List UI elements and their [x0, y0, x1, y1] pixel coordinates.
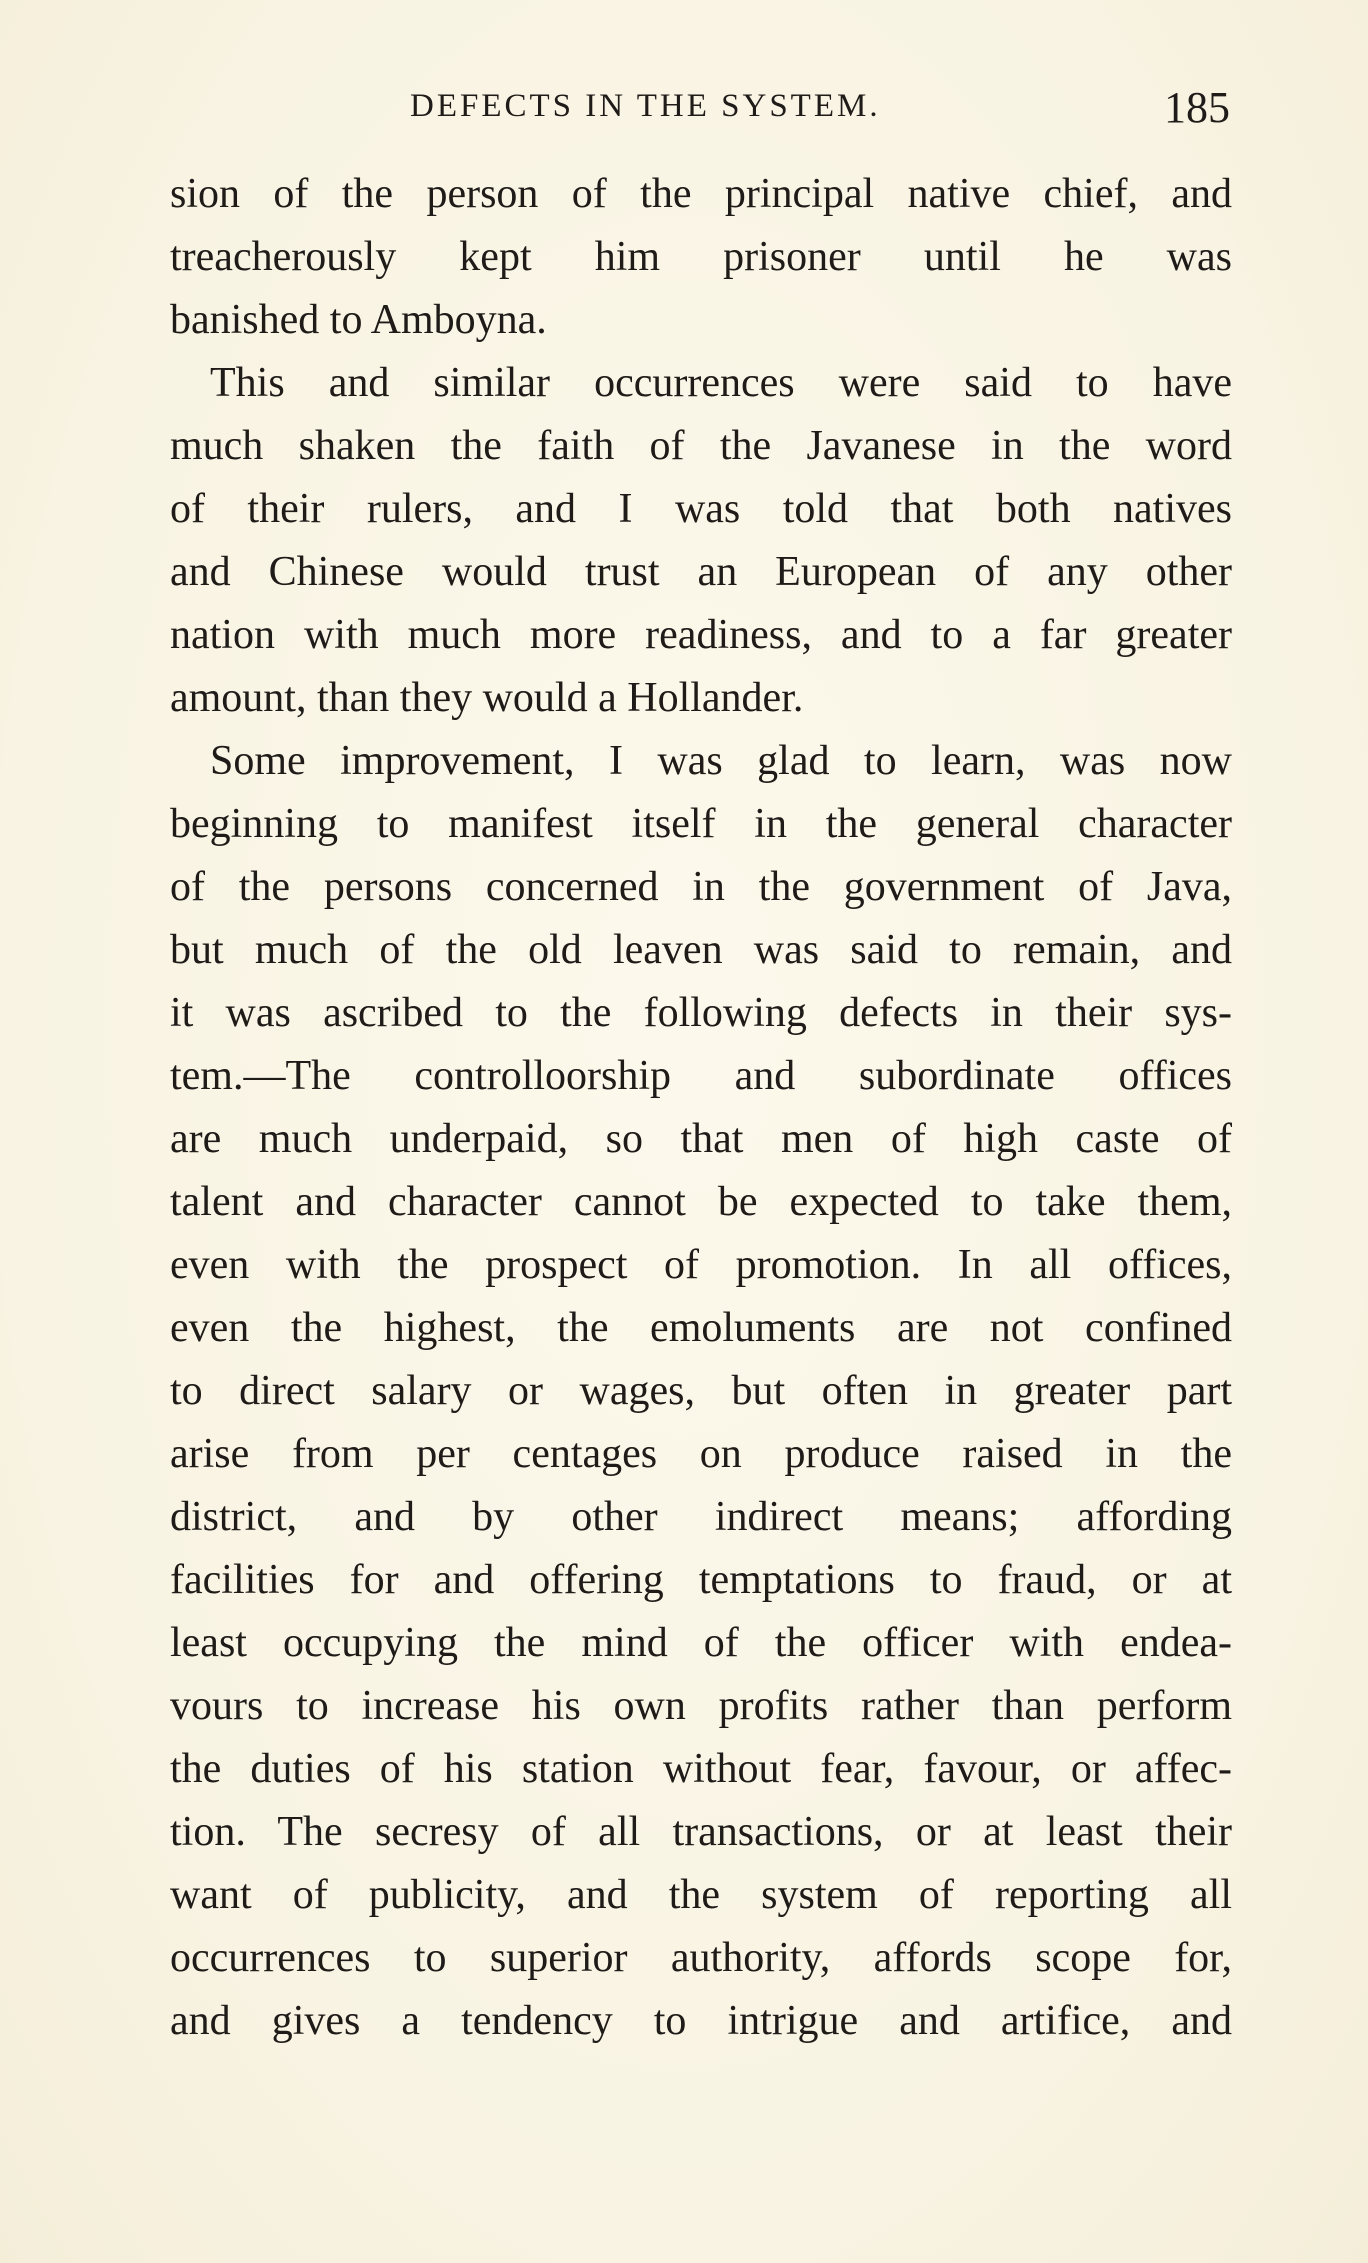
- text-line: This and similar occurrences were said to have: [210, 360, 1232, 406]
- text-line: the duties of his station without fear, favour, or affec-: [170, 1746, 1232, 1792]
- page-number: 185: [1164, 83, 1230, 132]
- text-line: are much underpaid, so that men of high caste of: [170, 1116, 1232, 1162]
- text-line: even with the prospect of promotion. In all offices,: [170, 1242, 1232, 1288]
- text-line: beginning to manifest itself in the general character: [170, 801, 1232, 847]
- text-line: and gives a tendency to intrigue and artifice, and: [170, 1998, 1232, 2044]
- text-line: to direct salary or wages, but often in greater part: [170, 1368, 1232, 1414]
- text-line: nation with much more readiness, and to a far greater: [170, 612, 1232, 658]
- running-head: [170, 82, 1230, 142]
- text-line: tion. The secresy of all transactions, or at least their: [170, 1809, 1232, 1855]
- text-line: sion of the person of the principal native chief, and: [170, 171, 1232, 217]
- text-line: Some improvement, I was glad to learn, was now: [210, 738, 1232, 784]
- text-line: of the persons concerned in the government of Java,: [170, 864, 1232, 910]
- text-line: vours to increase his own profits rather than perform: [170, 1683, 1232, 1729]
- text-line: talent and character cannot be expected to take them,: [170, 1179, 1232, 1225]
- text-line: of their rulers, and I was told that both natives: [170, 486, 1232, 532]
- text-line: amount, than they would a Hollander.: [170, 675, 804, 721]
- text-line: banished to Amboyna.: [170, 297, 547, 343]
- text-line: even the highest, the emoluments are not confined: [170, 1305, 1232, 1351]
- text-line: tem.—The controlloorship and subordinate offices: [170, 1053, 1232, 1099]
- body-text: [170, 163, 1232, 2053]
- text-line: facilities for and offering temptations to fraud, or at: [170, 1557, 1232, 1603]
- text-line: least occupying the mind of the officer with endea-: [170, 1620, 1232, 1666]
- text-line: treacherously kept him prisoner until he was: [170, 234, 1232, 280]
- text-line: and Chinese would trust an European of any other: [170, 549, 1232, 595]
- text-line: it was ascribed to the following defects in their sys-: [170, 990, 1232, 1036]
- text-line: much shaken the faith of the Javanese in the word: [170, 423, 1232, 469]
- text-line: but much of the old leaven was said to remain, and: [170, 927, 1232, 973]
- text-line: arise from per centages on produce raised in the: [170, 1431, 1232, 1477]
- running-title: DEFECTS IN THE SYSTEM.: [410, 88, 881, 124]
- text-line: want of publicity, and the system of reporting all: [170, 1872, 1232, 1918]
- text-line: district, and by other indirect means; affording: [170, 1494, 1232, 1540]
- text-line: occurrences to superior authority, affords scope for,: [170, 1935, 1232, 1981]
